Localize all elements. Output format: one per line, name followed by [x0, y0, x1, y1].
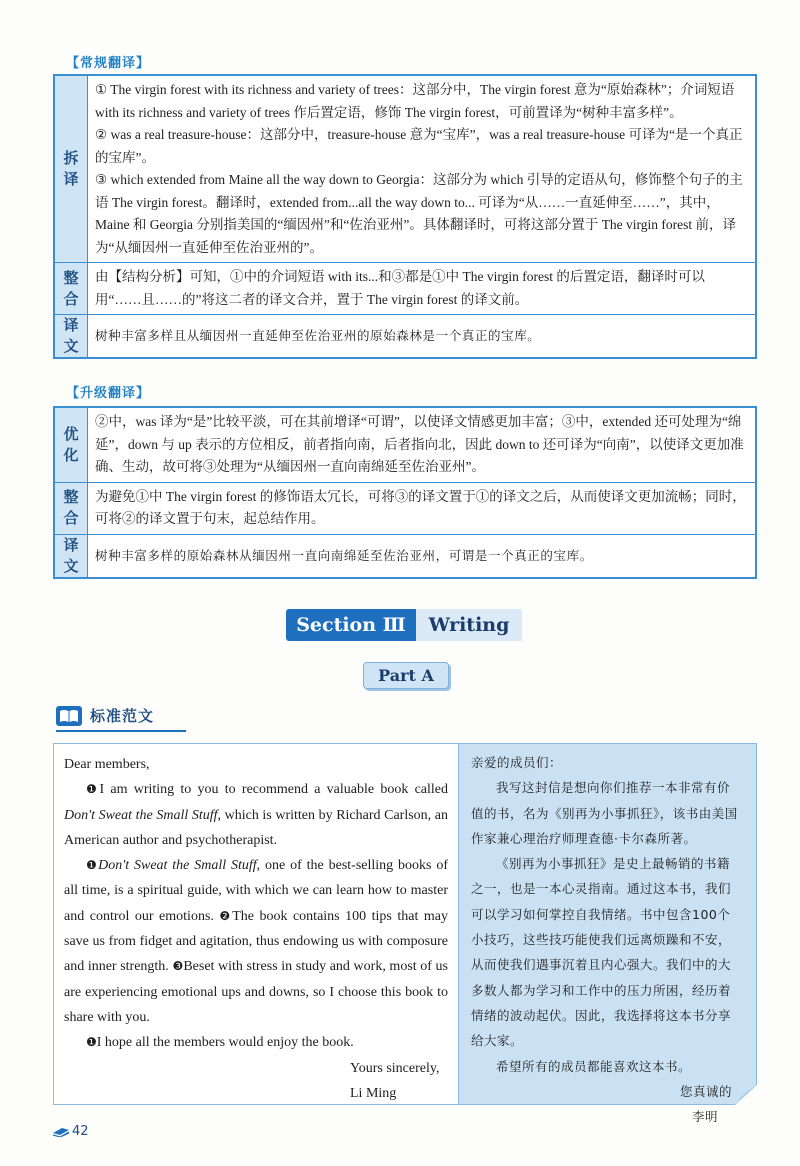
section-title: Writing: [416, 609, 522, 641]
section-label-normal: 【常规翻译】: [66, 56, 151, 71]
book-stack-icon: [53, 1127, 69, 1137]
row-label: 译文: [55, 315, 88, 357]
row-label: 优化: [55, 408, 88, 482]
paragraph: 由【结构分析】可知，①中的介词短语 with its...和③都是①中 The virgin forest 的后置定语，翻译时可以用“……且……的”将这二者的译文合并，置于 The virgin forest 的译文前。: [95, 269, 705, 307]
table-row: [55, 76, 755, 262]
table-row: [55, 314, 755, 357]
letter-signature: 李明: [691, 1109, 718, 1125]
letter-paragraph: ❶Don't Sweat the Small Stuff, one of the best-selling books of all time, is a spiritual guide, with which we can learn how to master and control our emotions. ❷The book contains 100 tips that may save us from fidget and agitation, thus endowing us with composure and inner strength. ❸Beset with stress in study and work, most of us are experiencing emotional ups and downs, so I choose this book to share with you.: [64, 858, 448, 1025]
letter-signature: Li Ming: [350, 1085, 397, 1101]
normal-translation-table: [53, 74, 757, 359]
row-label: 译文: [55, 535, 88, 577]
translation-text: 树种丰富多样的原始森林从缅因州一直向南绵延至佐治亚州，可谓是一个真正的宝库。: [95, 547, 593, 563]
section-label-upgrade: 【升级翻译】: [66, 386, 151, 401]
letter-paragraph: ❶I am writing to you to recommend a valuable book called Don't Sweat the Small Stuff, which is written by Richard Carlson, an American author and psychotherapist.: [64, 782, 448, 848]
paragraph: ① The virgin forest with its richness and variety of trees：这部分中，The virgin forest 意为“原始森林”；介词短语 with its richness and variety of trees 作后置定语，修饰 The virgin forest，可前置译为“树种丰富多样”。: [95, 82, 735, 120]
letter-closing: Yours sincerely,: [350, 1060, 440, 1076]
letter-greeting: Dear members,: [64, 757, 150, 772]
sample-title: 标准范文: [90, 707, 155, 725]
part-label: Part A: [363, 662, 449, 689]
letter-paragraph: ❶I hope all the members would enjoy the book.: [86, 1035, 354, 1051]
letter-greeting: 亲爱的成员们：: [471, 755, 563, 770]
paragraph: ②中，was 译为“是”比较平淡，可在其前增译“可谓”，以使译文情感更加丰富；③中，extended 还可处理为“绵延”，down 与 up 表示的方位相反，前者指向南，后者指向北，因此 down to 还可译为“向南”，以使译文更加准确、生动，故可将③处理为“从缅因州一直向南绵延至佐治亚州”。: [95, 414, 744, 474]
english-letter: [53, 743, 458, 1105]
table-row: [55, 534, 755, 577]
chinese-letter: [458, 743, 757, 1125]
row-label: 拆译: [55, 76, 88, 262]
sample-header: [56, 705, 154, 726]
section-banner: [286, 609, 522, 641]
letter-closing: 您真诚的: [679, 1083, 732, 1099]
table-row: [55, 262, 755, 314]
table-row: [55, 408, 755, 482]
row-label: 整合: [55, 483, 88, 534]
book-icon: [56, 706, 82, 726]
paragraph: ③ which extended from Maine all the way down to Georgia：这部分为 which 引导的定语从句，修饰整个句子的主语 The virgin forest。翻译时，extended from...all the way down to... 可译为“从……一直延伸至……”，其中，Maine 和 Georgia 分别指美国的“缅因州”和“佐治亚州”。具体翻译时，可将这部分置于 The virgin forest 前，译为“从缅因州一直延伸至佐治亚州的”。: [95, 172, 743, 255]
page-curl-icon: [735, 1085, 757, 1105]
page-footer: [53, 1124, 89, 1139]
paragraph: 为避免①中 The virgin forest 的修饰语太冗长，可将③的译文置于①的译文之后，从而使译文更加流畅；同时，可将②的译文置于句末，起总结作用。: [95, 488, 746, 526]
letter-paragraph: 我写这封信是想向你们推荐一本非常有价值的书，名为《别再为小事抓狂》，该书由美国作家兼心理治疗师理查德·卡尔森所著。: [471, 780, 738, 846]
letter-paragraph: 希望所有的成员都能喜欢这本书。: [496, 1058, 692, 1074]
page-number: 42: [72, 1124, 89, 1139]
upgrade-translation-table: [53, 406, 757, 579]
row-label: 整合: [55, 263, 88, 314]
divider: [56, 730, 186, 732]
translation-text: 树种丰富多样且从缅因州一直延伸至佐治亚州的原始森林是一个真正的宝库。: [95, 328, 541, 343]
paragraph: ② was a real treasure-house：这部分中，treasure-house 意为“宝库”，was a real treasure-house 可译为“是一个真正的宝库”。: [95, 127, 743, 165]
table-row: [55, 482, 755, 534]
letter-paragraph: 《别再为小事抓狂》是史上最畅销的书籍之一，也是一本心灵指南。通过这本书，我们可以学习如何掌控自我情绪。书中包含100个小技巧，这些技巧能使我们远离烦躁和不安，从而使我们遇事沉着且内心强大。我们中的大多数人都为学习和工作中的压力所困，经历着情绪的波动起伏。因此，我选择将这本书分享给大家。: [471, 856, 732, 1049]
section-number: Section Ⅲ: [286, 609, 416, 641]
